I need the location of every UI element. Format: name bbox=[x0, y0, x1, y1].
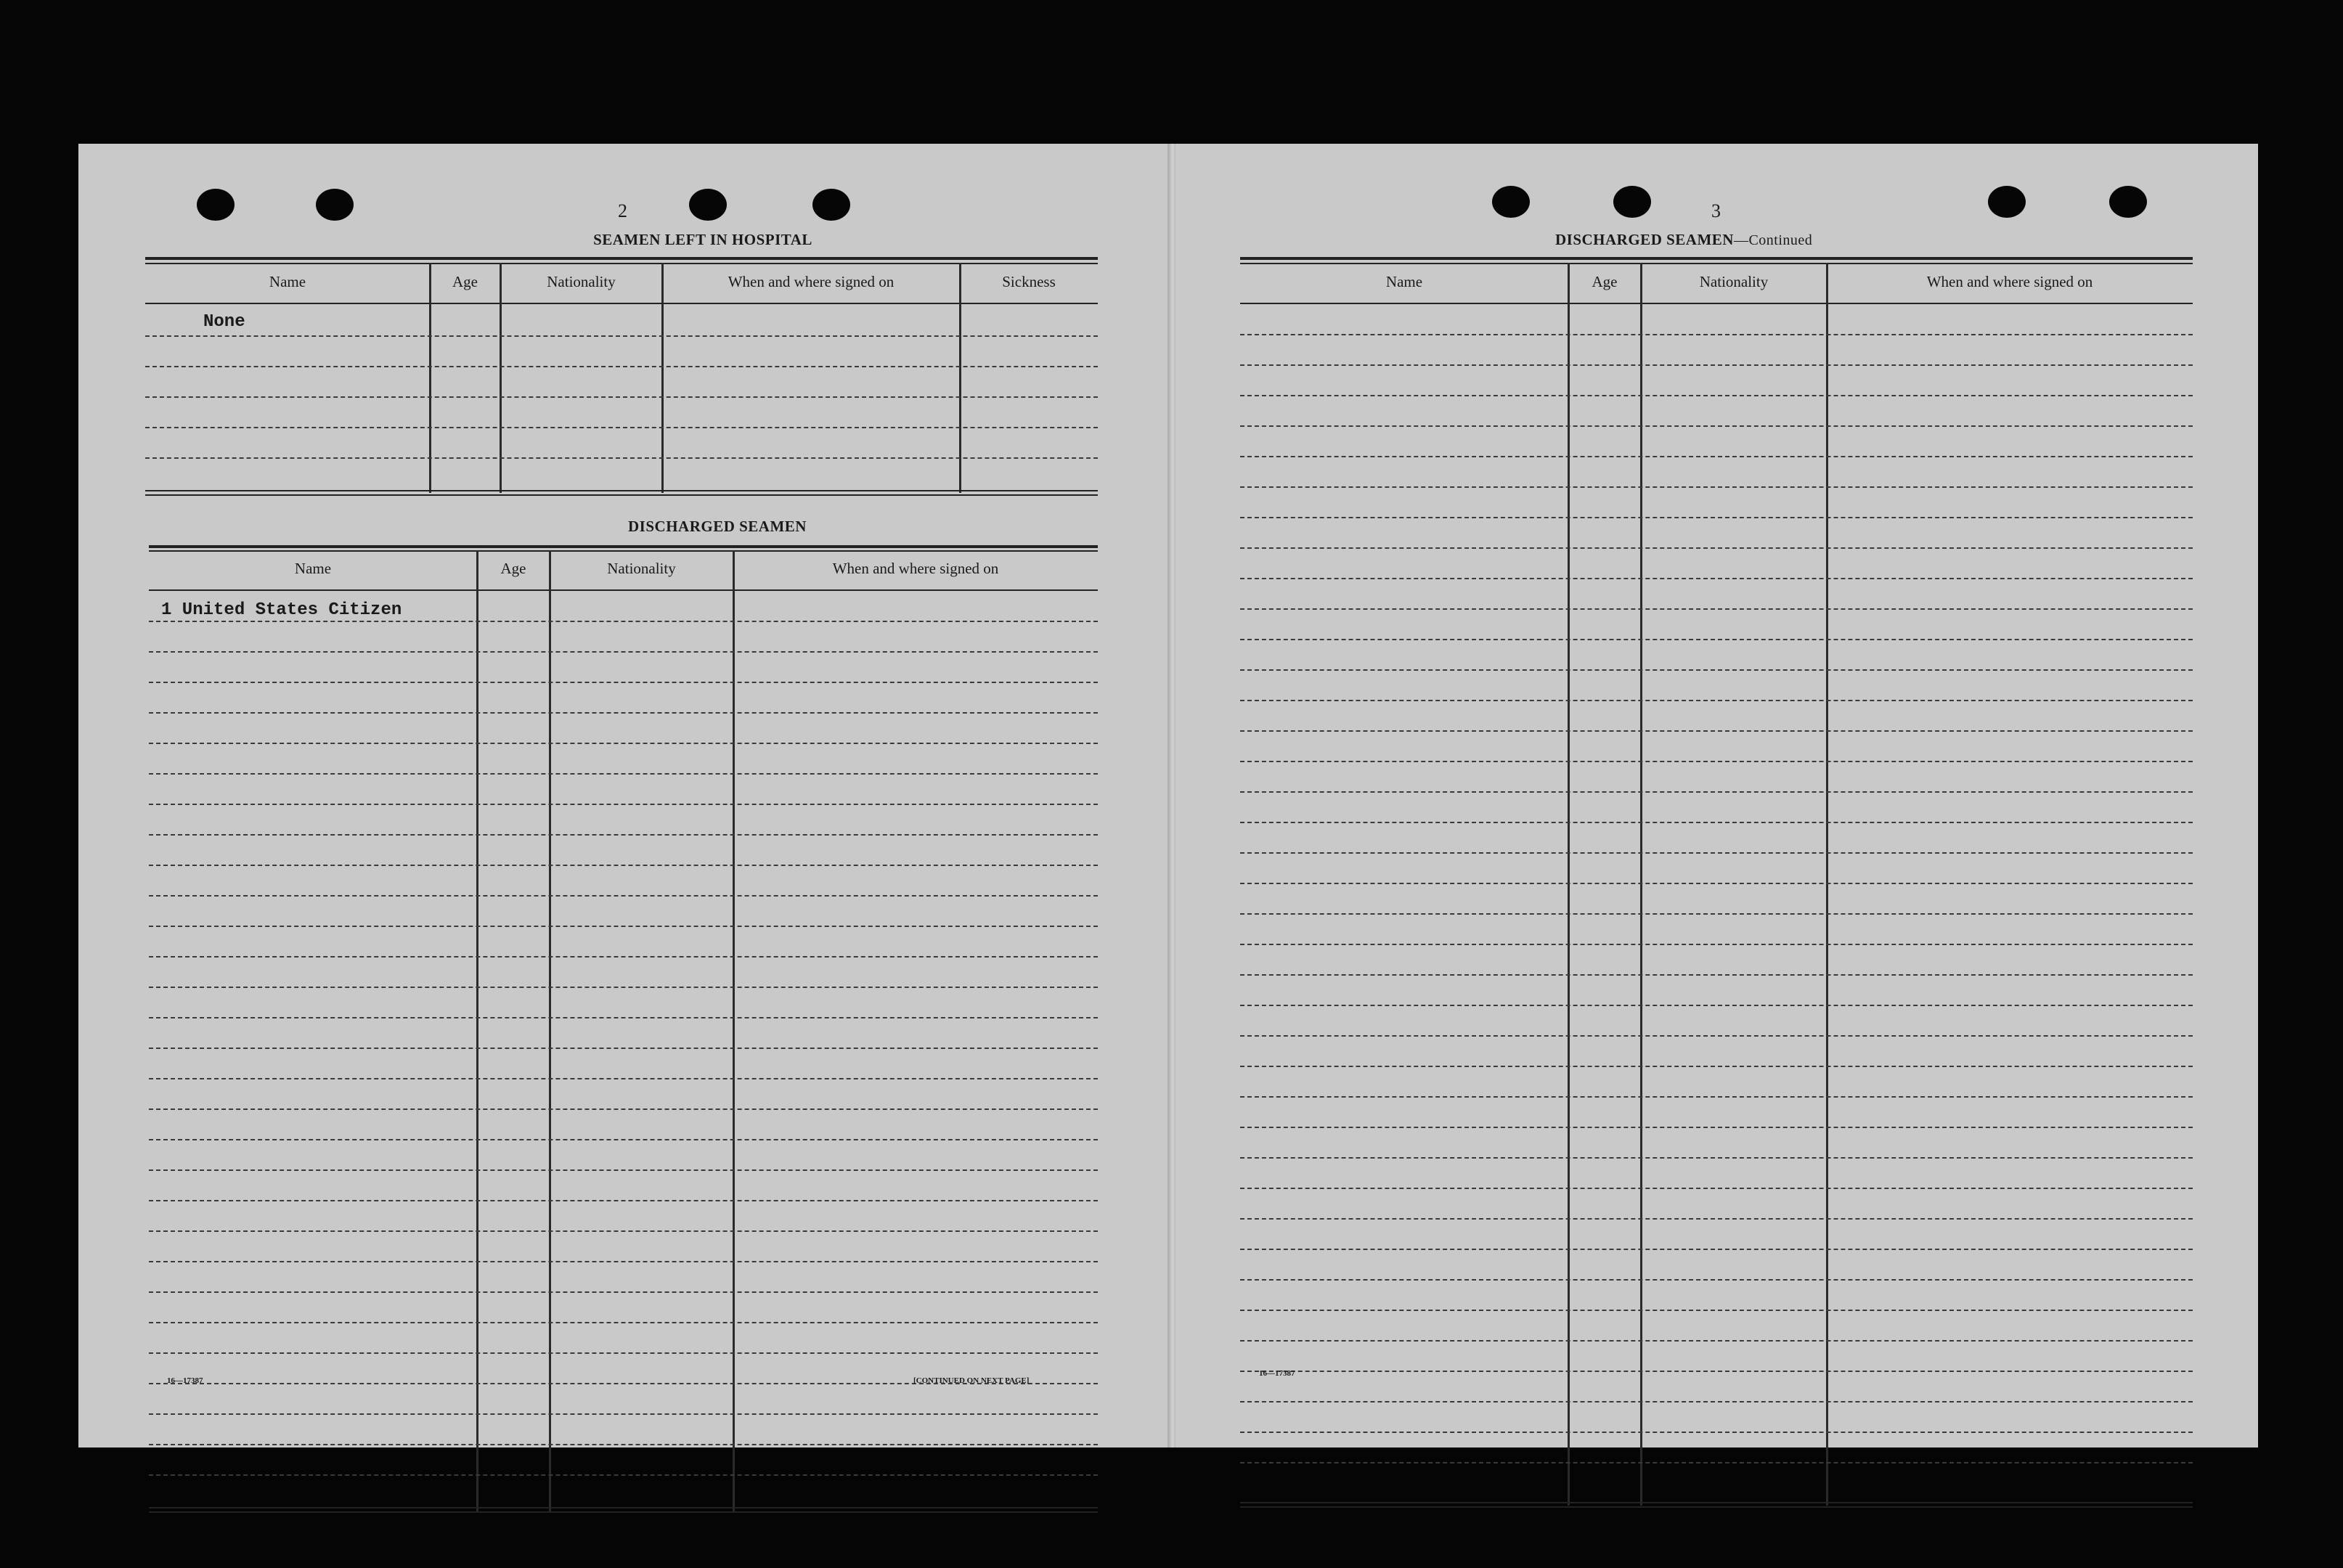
punch-hole bbox=[1988, 186, 2026, 218]
column-header-age: Age bbox=[1592, 273, 1618, 290]
column-header-sickness: Sickness bbox=[1002, 273, 1056, 290]
discharged-continued-table bbox=[1240, 257, 2193, 1509]
hospital-table bbox=[145, 257, 1098, 497]
punch-hole bbox=[2109, 186, 2147, 218]
left-page bbox=[78, 144, 1170, 1447]
column-header-name: Name bbox=[294, 560, 332, 577]
continued-note: [CONTINUED ON NEXT PAGE] bbox=[913, 1376, 1030, 1385]
hospital-entry: None bbox=[203, 312, 245, 332]
page-number: 2 bbox=[618, 200, 627, 221]
section-title-discharged: DISCHARGED SEAMEN bbox=[628, 518, 807, 535]
title-main: DISCHARGED SEAMEN bbox=[1555, 231, 1734, 248]
punch-hole bbox=[1492, 186, 1530, 218]
punch-hole bbox=[812, 189, 850, 221]
page-number: 3 bbox=[1711, 200, 1721, 221]
column-header-age: Age bbox=[452, 273, 478, 290]
column-header-signed-on: When and where signed on bbox=[728, 273, 895, 290]
punch-hole bbox=[1613, 186, 1651, 218]
column-header-signed-on: When and where signed on bbox=[1926, 273, 2093, 290]
form-number: 16—17387 bbox=[167, 1376, 203, 1385]
column-header-name: Name bbox=[1385, 273, 1423, 290]
form-number: 16—17387 bbox=[1259, 1369, 1295, 1378]
column-header-age: Age bbox=[500, 560, 526, 577]
punch-hole bbox=[689, 189, 727, 221]
column-header-nationality: Nationality bbox=[1699, 273, 1769, 290]
punch-hole bbox=[316, 189, 354, 221]
column-header-name: Name bbox=[269, 273, 306, 290]
discharged-entry: 1 United States Citizen bbox=[161, 600, 402, 620]
column-header-signed-on: When and where signed on bbox=[832, 560, 999, 577]
section-title-discharged-continued bbox=[1555, 231, 1812, 249]
punch-hole bbox=[197, 189, 235, 221]
column-header-nationality: Nationality bbox=[607, 560, 676, 577]
title-continued: —Continued bbox=[1733, 232, 1813, 248]
column-header-nationality: Nationality bbox=[547, 273, 616, 290]
section-title-hospital: SEAMEN LEFT IN HOSPITAL bbox=[593, 231, 812, 248]
discharged-table bbox=[149, 545, 1098, 1518]
right-page bbox=[1175, 144, 2258, 1447]
